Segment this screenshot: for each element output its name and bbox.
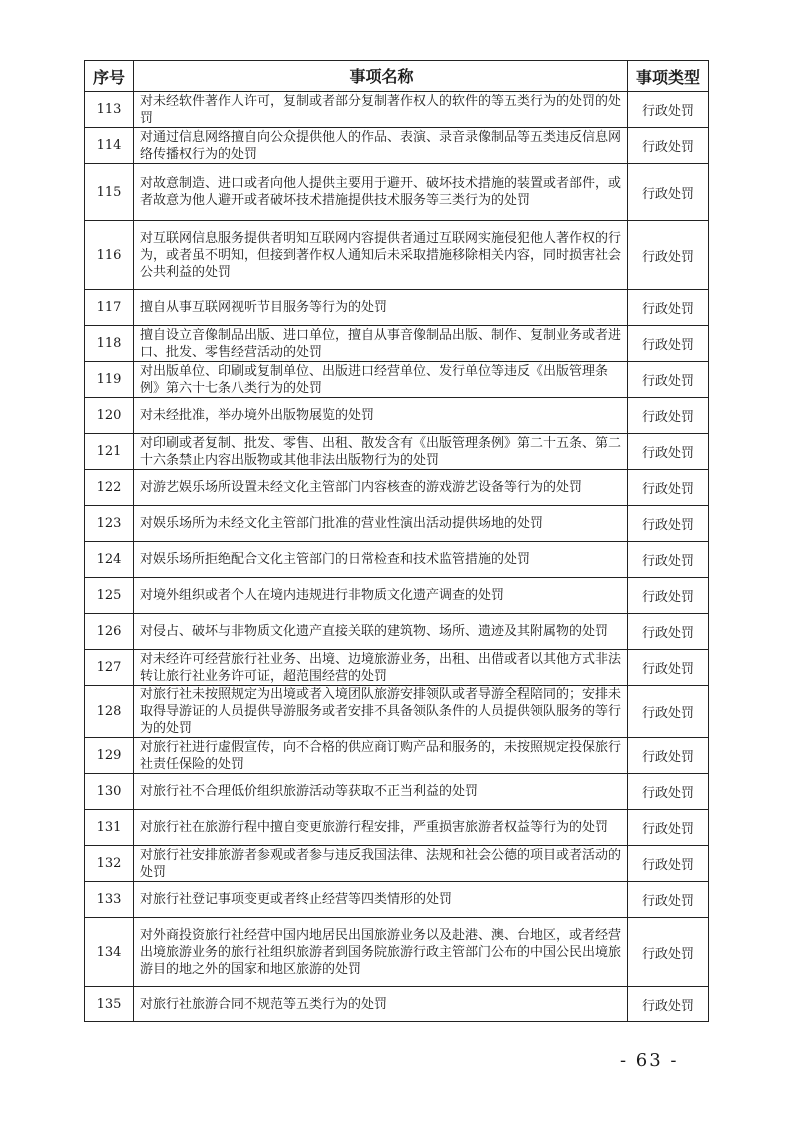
row-name: 对旅行社未按照规定为出境或者入境团队旅游安排领队或者导游全程陪同的；安排未取得导游证的人员提供导游服务或者安排不具备领队条件的人员提供领队服务的等行为的处罚 (134, 686, 628, 738)
row-name: 对未经批准，举办境外出版物展览的处罚 (134, 398, 628, 434)
row-name: 对旅行社在旅游行程中擅自变更旅游行程安排，严重损害旅游者权益等行为的处罚 (134, 810, 628, 846)
table-row (85, 470, 709, 506)
row-name: 对印刷或者复制、批发、零售、出租、散发含有《出版管理条例》第二十五条、第二十六条禁止内容出版物或其他非法出版物行为的处罚 (134, 434, 628, 470)
row-type: 行政处罚 (628, 221, 709, 290)
row-name: 擅自设立音像制品出版、进口单位，擅自从事音像制品出版、制作、复制业务或者进口、批发、零售经营活动的处罚 (134, 326, 628, 362)
row-num: 113 (85, 92, 134, 128)
table-row (85, 434, 709, 470)
row-type: 行政处罚 (628, 326, 709, 362)
row-type: 行政处罚 (628, 810, 709, 846)
header-name: 事项名称 (134, 61, 628, 92)
row-name: 擅自从事互联网视听节目服务等行为的处罚 (134, 290, 628, 326)
row-type: 行政处罚 (628, 686, 709, 738)
row-name: 对侵占、破坏与非物质文化遗产直接关联的建筑物、场所、遗迹及其附属物的处罚 (134, 614, 628, 650)
row-name: 对旅行社安排旅游者参观或者参与违反我国法律、法规和社会公德的项目或者活动的处罚 (134, 846, 628, 882)
row-type: 行政处罚 (628, 164, 709, 221)
row-num: 128 (85, 686, 134, 738)
table-row (85, 578, 709, 614)
row-type: 行政处罚 (628, 650, 709, 686)
row-type: 行政处罚 (628, 128, 709, 164)
row-num: 122 (85, 470, 134, 506)
row-num: 131 (85, 810, 134, 846)
table-row (85, 290, 709, 326)
row-type: 行政处罚 (628, 290, 709, 326)
table-row (85, 774, 709, 810)
row-num: 119 (85, 362, 134, 398)
row-num: 133 (85, 882, 134, 918)
page-number: - 63 - (620, 1050, 679, 1071)
row-type: 行政处罚 (628, 92, 709, 128)
row-type: 行政处罚 (628, 578, 709, 614)
row-type: 行政处罚 (628, 506, 709, 542)
row-num: 121 (85, 434, 134, 470)
table-row (85, 398, 709, 434)
table-row (85, 918, 709, 987)
row-num: 135 (85, 987, 134, 1022)
row-type: 行政处罚 (628, 738, 709, 774)
table-row (85, 846, 709, 882)
row-name: 对出版单位、印刷或复制单位、出版进口经营单位、发行单位等违反《出版管理条例》第六十七条八类行为的处罚 (134, 362, 628, 398)
row-num: 115 (85, 164, 134, 221)
row-type: 行政处罚 (628, 774, 709, 810)
row-num: 125 (85, 578, 134, 614)
row-name: 对娱乐场所为未经文化主管部门批准的营业性演出活动提供场地的处罚 (134, 506, 628, 542)
row-num: 116 (85, 221, 134, 290)
row-name: 对外商投资旅行社经营中国内地居民出国旅游业务以及赴港、澳、台地区，或者经营出境旅游业务的旅行社组织旅游者到国务院旅游行政主管部门公布的中国公民出境旅游目的地之外的国家和地区旅游的处罚 (134, 918, 628, 987)
row-num: 129 (85, 738, 134, 774)
table-row (85, 362, 709, 398)
table-row (85, 987, 709, 1022)
row-name: 对境外组织或者个人在境内违规进行非物质文化遗产调查的处罚 (134, 578, 628, 614)
row-name: 对旅行社不合理低价组织旅游活动等获取不正当利益的处罚 (134, 774, 628, 810)
row-type: 行政处罚 (628, 470, 709, 506)
row-num: 123 (85, 506, 134, 542)
row-type: 行政处罚 (628, 882, 709, 918)
table-row (85, 164, 709, 221)
table-row (85, 128, 709, 164)
row-type: 行政处罚 (628, 987, 709, 1022)
table-row (85, 221, 709, 290)
table-row (85, 738, 709, 774)
table-row (85, 686, 709, 738)
table-row (85, 92, 709, 128)
items-table (84, 60, 709, 1022)
row-name: 对故意制造、进口或者向他人提供主要用于避开、破坏技术措施的装置或者部件，或者故意为他人避开或者破坏技术措施提供技术服务等三类行为的处罚 (134, 164, 628, 221)
row-num: 132 (85, 846, 134, 882)
row-num: 134 (85, 918, 134, 987)
row-num: 120 (85, 398, 134, 434)
row-name: 对娱乐场所拒绝配合文化主管部门的日常检查和技术监管措施的处罚 (134, 542, 628, 578)
row-type: 行政处罚 (628, 398, 709, 434)
row-name: 对未经许可经营旅行社业务、出境、边境旅游业务，出租、出借或者以其他方式非法转让旅行社业务许可证，超范围经营的处罚 (134, 650, 628, 686)
row-name: 对旅行社旅游合同不规范等五类行为的处罚 (134, 987, 628, 1022)
row-type: 行政处罚 (628, 362, 709, 398)
row-type: 行政处罚 (628, 918, 709, 987)
row-type: 行政处罚 (628, 542, 709, 578)
header-num: 序号 (85, 61, 134, 92)
row-num: 117 (85, 290, 134, 326)
row-num: 126 (85, 614, 134, 650)
row-type: 行政处罚 (628, 614, 709, 650)
table-row (85, 882, 709, 918)
table-row (85, 542, 709, 578)
table-row (85, 650, 709, 686)
row-name: 对未经软件著作人许可，复制或者部分复制著作权人的软件的等五类行为的处罚的处罚 (134, 92, 628, 128)
header-type: 事项类型 (628, 61, 709, 92)
row-name: 对旅行社登记事项变更或者终止经营等四类情形的处罚 (134, 882, 628, 918)
row-name: 对游艺娱乐场所设置未经文化主管部门内容核查的游戏游艺设备等行为的处罚 (134, 470, 628, 506)
table-row (85, 506, 709, 542)
table-row (85, 326, 709, 362)
row-name: 对通过信息网络擅自向公众提供他人的作品、表演、录音录像制品等五类违反信息网络传播权行为的处罚 (134, 128, 628, 164)
row-name: 对互联网信息服务提供者明知互联网内容提供者通过互联网实施侵犯他人著作权的行为，或者虽不明知，但接到著作权人通知后未采取措施移除相关内容，同时损害社会公共利益的处罚 (134, 221, 628, 290)
row-type: 行政处罚 (628, 434, 709, 470)
row-name: 对旅行社进行虚假宣传，向不合格的供应商订购产品和服务的，未按照规定投保旅行社责任保险的处罚 (134, 738, 628, 774)
table-row (85, 614, 709, 650)
row-num: 114 (85, 128, 134, 164)
row-num: 118 (85, 326, 134, 362)
row-num: 130 (85, 774, 134, 810)
table-row (85, 810, 709, 846)
row-num: 127 (85, 650, 134, 686)
row-type: 行政处罚 (628, 846, 709, 882)
table-header-row (85, 61, 709, 92)
row-num: 124 (85, 542, 134, 578)
